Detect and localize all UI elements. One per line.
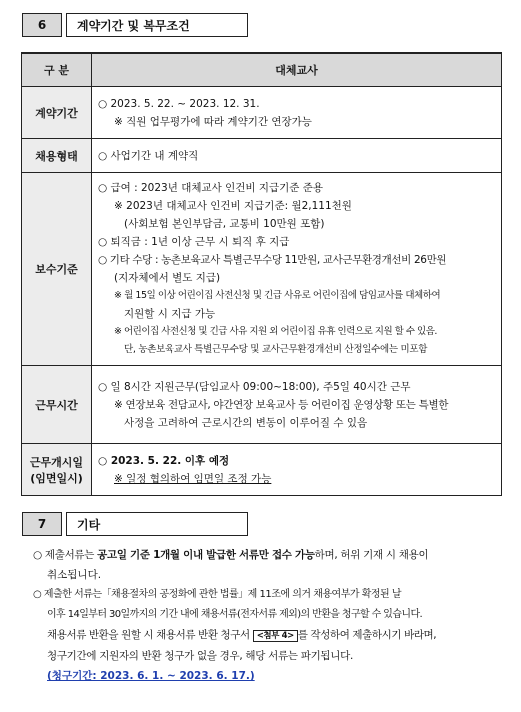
text: 하며, 허위 기재 시 채용이 — [314, 549, 429, 561]
table-header-row — [22, 53, 502, 87]
row-label-start-date — [22, 444, 92, 496]
section-7-heading — [22, 512, 248, 536]
section-title: 기타 — [66, 512, 248, 536]
section-number: 6 — [22, 13, 62, 37]
line: 지원할 시 지급 가능 — [124, 308, 216, 320]
paragraph-line: ○ 제출한 서류는「채용절차의 공정화에 관한 법률」제 11조에 의거 채용여부가 확정된 날 — [33, 589, 402, 600]
line: (사회보험 본인부담금, 교통비 10만원 포함) — [124, 218, 325, 230]
text: 채용서류 반환을 원할 시 채용서류 반환 청구서 — [47, 629, 253, 641]
text: 를 작성하여 제출하시기 바라며, — [297, 629, 437, 641]
table-row — [22, 87, 502, 139]
line: ○ 사업기간 내 계약직 — [98, 149, 199, 162]
line: (지자체에서 별도 지급) — [114, 272, 221, 284]
row-label-employment-type: 채용형태 — [22, 139, 92, 173]
line: ○ 기타 수당 : 농촌보육교사 특별근무수당 11만원, 교사근무환경개선비 26만원 — [98, 254, 447, 266]
paragraph-line: 청구기간에 지원자의 반환 청구가 없을 경우, 해당 서류는 파기됩니다. — [47, 650, 353, 662]
paragraph-line: 취소됩니다. — [47, 569, 102, 581]
row-body-work-hours — [92, 366, 502, 444]
line: 단, 농촌보육교사 특별근무수당 및 교사근무환경개선비 산정일수에는 미포함 — [124, 344, 428, 355]
row-body-pay-standard — [92, 173, 502, 366]
table-row — [22, 173, 502, 366]
employment-conditions-table — [21, 52, 502, 496]
line: ※ 직원 업무평가에 따라 계약기간 연장가능 — [114, 115, 312, 128]
section-7-body — [33, 545, 503, 686]
paragraph-line — [33, 625, 503, 646]
row-label-pay-standard: 보수기준 — [22, 173, 92, 366]
attachment-4-badge: <첨부 4> — [253, 630, 298, 642]
line: ※ 연장보육 전담교사, 야간연장 보육교사 등 어린이집 운영상황 또는 특별한 — [114, 398, 449, 411]
header-substitute-teacher: 대체교사 — [92, 53, 502, 87]
line: ○ 일 8시간 지원근무(담임교사 09:00~18:00), 주5일 40시간 근무 — [98, 380, 411, 393]
paragraph-line — [33, 545, 503, 565]
row-label-contract-period: 계약기간 — [22, 87, 92, 139]
paragraph-line: 이후 14일부터 30일까지의 기간 내에 채용서류(전자서류 제외)의 반환을 청구할 수 있습니다. — [47, 609, 423, 620]
label-line: (임면일시) — [30, 471, 83, 485]
line: ○ 2023. 5. 22. 이후 예정 — [98, 454, 230, 467]
label-line: 근무개시일 — [29, 455, 84, 469]
line: ○ 2023. 5. 22. ~ 2023. 12. 31. — [98, 97, 260, 110]
text: ○ 제출서류는 — [33, 549, 98, 561]
row-body-employment-type — [92, 139, 502, 173]
row-label-work-hours: 근무시간 — [22, 366, 92, 444]
line: ※ 어린이집 사전신청 및 긴급 사유 지원 외 어린이집 유휴 인력으로 지원 할 수 있음. — [114, 326, 437, 337]
line: ※ 월 15일 이상 어린이집 사전신청 및 긴급 사유로 어린이집에 담임교사를 대체하여 — [114, 290, 441, 301]
claim-period: (청구기간: 2023. 6. 1. ~ 2023. 6. 17.) — [47, 670, 255, 682]
line: ○ 퇴직금 : 1년 이상 근무 시 퇴직 후 지급 — [98, 236, 290, 248]
emphasis-text: 공고일 기준 1개월 이내 발급한 서류만 접수 가능 — [97, 549, 315, 561]
header-category: 구 분 — [22, 53, 92, 87]
table-row — [22, 139, 502, 173]
table-row — [22, 366, 502, 444]
row-body-start-date — [92, 444, 502, 496]
table-row — [22, 444, 502, 496]
line: 사정을 고려하여 근로시간의 변동이 이루어질 수 있음 — [124, 416, 368, 429]
section-number: 7 — [22, 512, 62, 536]
section-title: 계약기간 및 복무조건 — [66, 13, 248, 37]
line: ※ 2023년 대체교사 인건비 지급기준: 월2,111천원 — [114, 200, 352, 212]
line: ○ 급여 : 2023년 대체교사 인건비 지급기준 준용 — [98, 182, 324, 194]
section-6-heading — [22, 13, 248, 37]
line: ※ 일정 협의하여 임면일 조정 가능 — [114, 472, 272, 485]
row-body-contract-period — [92, 87, 502, 139]
